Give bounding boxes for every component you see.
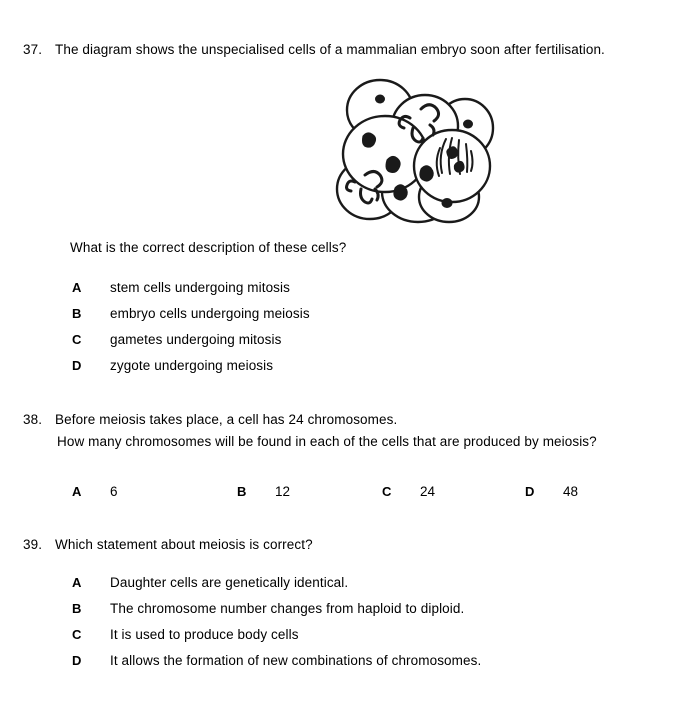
option-row[interactable] — [72, 600, 481, 626]
option-row[interactable] — [525, 483, 578, 501]
option-letter: B — [237, 484, 247, 499]
option-letter: A — [72, 484, 82, 499]
question-39-options — [72, 574, 481, 678]
large-left-chromosome-1 — [363, 133, 376, 147]
option-row[interactable] — [72, 652, 481, 678]
question-38-options — [72, 483, 612, 503]
option-letter: C — [382, 484, 392, 499]
option-row[interactable] — [72, 279, 310, 305]
option-letter: B — [72, 306, 82, 321]
option-row[interactable] — [72, 331, 310, 357]
question-38-number: 38. — [23, 412, 43, 427]
option-row[interactable] — [237, 483, 290, 501]
option-letter: B — [72, 601, 82, 616]
option-letter: C — [72, 332, 82, 347]
question-37-substem-row — [70, 239, 346, 257]
question-38-stem: Before meiosis takes place, a cell has 24 chromosomes. — [55, 412, 398, 427]
question-38-stem-row-2 — [57, 433, 597, 451]
option-text: embryo cells undergoing meiosis — [110, 306, 310, 321]
option-letter: C — [72, 627, 82, 642]
question-39-stem: Which statement about meiosis is correct? — [55, 537, 313, 552]
embryo-cells-diagram — [325, 76, 500, 224]
question-38-stem-row — [23, 411, 397, 429]
option-letter: A — [72, 280, 82, 295]
option-row[interactable] — [72, 574, 481, 600]
option-text: 6 — [110, 484, 118, 499]
question-37-options — [72, 279, 310, 383]
option-text: It allows the formation of new combinations of chromosomes. — [110, 653, 482, 668]
option-text: 12 — [275, 484, 291, 499]
option-text: The chromosome number changes from haploid to diploid. — [110, 601, 465, 616]
large-left-cell — [343, 116, 427, 192]
question-39-stem-row — [23, 536, 313, 554]
question-39-number: 39. — [23, 537, 43, 552]
question-37-stem-row — [23, 41, 605, 59]
option-text: 48 — [563, 484, 579, 499]
option-letter: D — [72, 358, 82, 373]
option-letter: D — [525, 484, 535, 499]
option-text: gametes undergoing mitosis — [110, 332, 282, 347]
option-letter: D — [72, 653, 82, 668]
bottom-right-nucleus-dot — [442, 198, 453, 208]
question-37-stem: The diagram shows the unspecialised cells of a mammalian embryo soon after fertilisation. — [55, 42, 605, 57]
top-left-nucleus-dot — [375, 95, 385, 104]
option-row[interactable] — [72, 357, 310, 383]
option-text: 24 — [420, 484, 436, 499]
option-row[interactable] — [382, 483, 435, 501]
bottom-middle-chromosome-1 — [420, 166, 433, 181]
top-right-nucleus-dot — [463, 120, 473, 129]
option-text: It is used to produce body cells — [110, 627, 299, 642]
option-row[interactable] — [72, 626, 481, 652]
large-left-chromosome-2 — [386, 156, 400, 172]
question-37-number: 37. — [23, 42, 43, 57]
bottom-middle-chromosome-2 — [394, 185, 407, 200]
option-text: Daughter cells are genetically identical. — [110, 575, 349, 590]
option-letter: A — [72, 575, 82, 590]
option-row[interactable] — [72, 305, 310, 331]
option-text: stem cells undergoing mitosis — [110, 280, 290, 295]
option-text: zygote undergoing meiosis — [110, 358, 274, 373]
question-37-sub-stem: What is the correct description of these cells? — [70, 240, 347, 255]
question-38-stem-line2: How many chromosomes will be found in each of the cells that are produced by meiosis? — [57, 434, 597, 449]
option-row[interactable] — [72, 483, 118, 501]
